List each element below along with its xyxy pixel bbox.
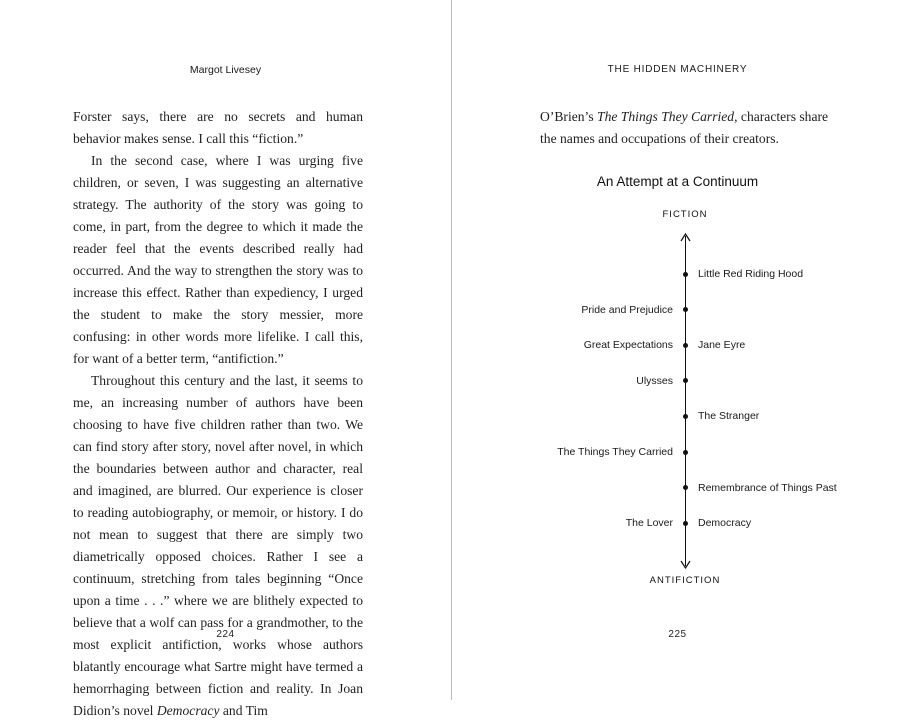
page-number-right: 225 [668,629,687,640]
right-text-lead: O’Brien’s [540,109,598,124]
continuum-label-left: The Things They Carried [557,446,673,458]
paragraph-3-tail: and Tim [219,703,268,718]
paragraph-3-italic: Democracy [156,703,220,718]
paragraph-3-text: Throughout this century and the last, it seems to me, an increasing number of authors have been choosing to have five children rather than two. We can find story after story, novel after novel, in which the boundaries between author and character, real and imagined, are blurred. Our experience is closer to reading autobiography, or memoir, or history. I do not mean to suggest that there are simply two diametrically opposed choices. Rather I see a continuum, stretching from tales beginning “Once upon a time . . .” where we are blithely expected to believe that a wolf can pass for a grandmother, to the most explicit antifiction, works whose authors blatantly encourage what Sartre might have termed a hemorrhaging between fiction and reality. In Joan Didion’s novel [73,373,363,718]
continuum-label-right: Remembrance of Things Past [698,481,837,494]
continuum-label-right: Democracy [698,517,752,530]
continuum-title: An Attempt at a Continuum [596,174,759,189]
paragraph-2: In the second case, where I was urging five children, or seven, I was suggesting an alternative strategy. The authority of the story was going to come, in part, from the degree to which it made the reader feel that the events described really had occurred. And the way to strengthen the story was to increase this effect. Rather than expediency, I urged the student to make the story messier, more confusing: in other words more lifelike. I call this, for want of a better term, “antifiction.” [73,153,363,366]
continuum-tick [683,272,688,277]
continuum-label-left: Great Expectations [583,339,673,352]
right-text-tail: , characters share the names and occupations of their creators. [540,109,829,146]
running-head-right: THE HIDDEN MACHINERY [607,64,748,75]
right-body-text [540,106,840,150]
right-page [452,0,903,700]
continuum-tick [683,521,688,526]
axis-top-label: FICTION [662,209,708,220]
continuum-label-left: Ulysses [636,374,673,387]
right-text-italic: The Things They Carried [597,109,735,124]
left-page [0,0,451,718]
arrow-up-icon [680,233,691,244]
continuum-label-left: Pride and Prejudice [581,303,673,316]
continuum-label-right: Little Red Riding Hood [698,268,804,280]
continuum-tick [683,414,688,419]
continuum-label-left: The Lover [625,517,673,530]
continuum-tick [683,343,688,348]
paragraph-3 [73,370,363,722]
continuum-label-right: The Stranger [698,410,760,423]
continuum-axis-line [685,236,686,566]
axis-bottom-label: ANTIFICTION [649,575,721,586]
paragraph-1: Forster says, there are no secrets and human behavior makes sense. I call this “fiction.” [73,109,363,146]
running-head-left: Margot Livesey [189,64,262,76]
continuum-tick [683,450,688,455]
page-number-left: 224 [216,629,235,640]
arrow-down-icon [680,558,691,569]
continuum-label-right: Jane Eyre [698,339,746,352]
